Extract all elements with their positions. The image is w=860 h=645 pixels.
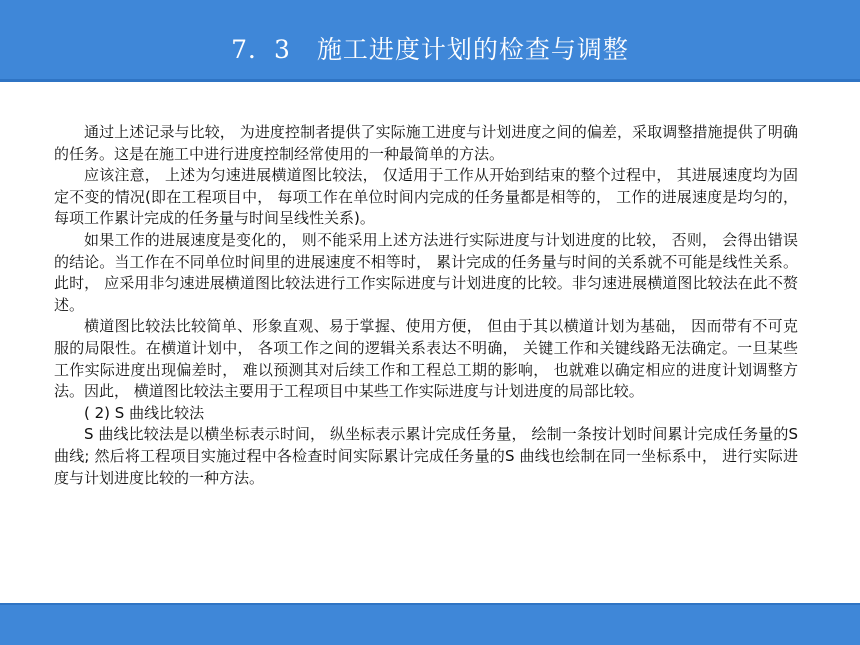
slide-title: 7．3 施工进度计划的检查与调整 xyxy=(231,35,629,64)
paragraph-4: 横道图比较法比较简单、形象直观、易于掌握、使用方便， 但由于其以横道计划为基础， 因而带有不可克服的局限性。在横道计划中， 各项工作之间的逻辑关系表达不明确， 关键工作和关键线路无法确定。一旦某些工作实际进度出现偏差时， 难以预测其对后续工作和工程总工期的影响， 也就难以确定相应的进度计划调整方法。因此， 横道图比较法主要用于工程项目中某些工作实际进度与计划进度的局部比较。 xyxy=(54,317,798,401)
slide-body xyxy=(54,122,798,489)
paragraph-3: 如果工作的进展速度是变化的， 则不能采用上述方法进行实际进度与计划进度的比较， 否则， 会得出错误的结论。当工作在不同单位时间里的进展速度不相等时， 累计完成的任务量与时间的关系就不可能是线性关系。此时， 应采用非匀速进展横道图比较法进行工作实际进度与计划进度的比较。非匀速进展横道图比较法在此不赘述。 xyxy=(54,230,798,314)
section-heading-s-curve: ( 2) S 曲线比较法 xyxy=(84,403,205,422)
header-bar xyxy=(0,0,860,82)
paragraph-5: S 曲线比较法是以横坐标表示时间， 纵坐标表示累计完成任务量， 绘制一条按计划时间累计完成任务量的S 曲线; 然后将工程项目实施过程中各检查时间实际累计完成任务量的S 曲线也绘制在同一坐标系中， 进行实际进度与计划进度比较的一种方法。 xyxy=(54,425,798,487)
paragraph-1: 通过上述记录与比较， 为进度控制者提供了实际施工进度与计划进度之间的偏差，采取调整措施提供了明确的任务。这是在施工中进行进度控制经常使用的一种最简单的方法。 xyxy=(54,123,798,163)
paragraph-2: 应该注意， 上述为匀速进展横道图比较法， 仅适用于工作从开始到结束的整个过程中， 其进展速度均为固定不变的情况(即在工程项目中， 每项工作在单位时间内完成的任务量都是相等的， 工作的进展速度是均匀的， 每项工作累计完成的任务量与时间呈线性关系)。 xyxy=(54,166,798,228)
footer-bar xyxy=(0,603,860,645)
